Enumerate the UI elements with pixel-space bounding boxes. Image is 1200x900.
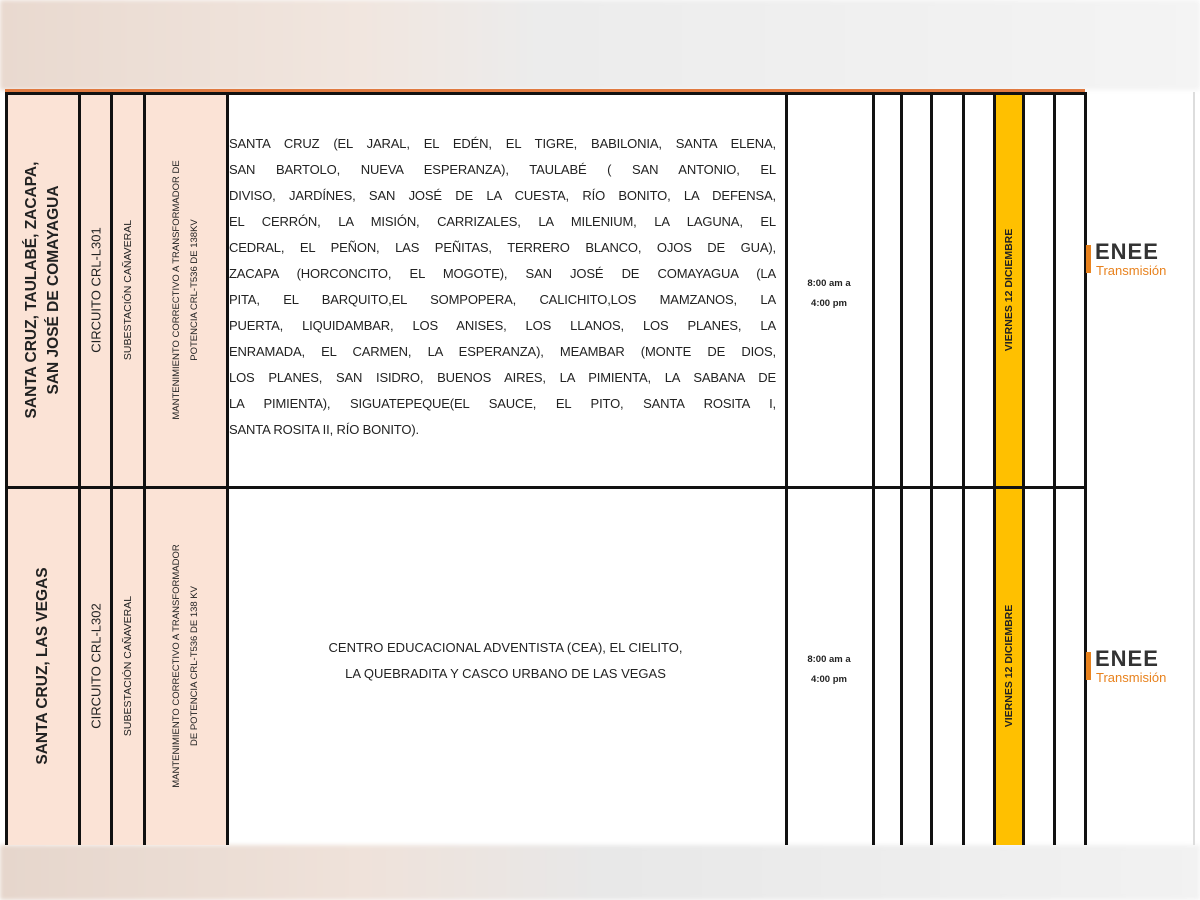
maintenance-description bbox=[168, 544, 204, 788]
table-cell bbox=[930, 92, 962, 487]
text-line: SAN JOSÉ DE COMAYAGUA bbox=[45, 184, 62, 395]
blurred-background-top bbox=[0, 0, 1200, 90]
affected-areas-line: PUERTA, LIQUIDAMBAR, LOS ANISES, LOS LLANOS, LOS PLANES, LA bbox=[229, 318, 776, 333]
logo-name: ENEE bbox=[1095, 239, 1159, 264]
affected-areas-line: PITA, EL BARQUITO,EL SOMPOPERA, CALICHITO,LOS MAMZANOS, LA bbox=[229, 292, 776, 307]
outage-date: VIERNES 12 DICIEMBRE bbox=[1003, 228, 1015, 351]
table-cell bbox=[1022, 487, 1053, 845]
affected-areas-line: LOS PLANES, SAN ISIDRO, BUENOS AIRES, LA PIMIENTA, LA SABANA DE bbox=[229, 370, 776, 385]
circuit-name: CIRCUITO CRL-L302 bbox=[88, 603, 103, 729]
text-line: POTENCIA CRL-T536 DE 138KV bbox=[189, 218, 200, 361]
table-cell bbox=[1053, 487, 1084, 845]
affected-areas-line: CENTRO EDUCACIONAL ADVENTISTA (CEA), EL CIELITO, bbox=[328, 640, 683, 655]
table-cell bbox=[78, 487, 110, 845]
table-cell bbox=[993, 487, 1022, 845]
logo-mark-icon bbox=[1086, 245, 1091, 273]
table-cell bbox=[1022, 92, 1053, 487]
affected-areas-line: SANTA CRUZ (EL JARAL, EL EDÉN, EL TIGRE, BABILONIA, SANTA ELENA, bbox=[229, 136, 776, 151]
row-divider bbox=[5, 92, 1086, 95]
maintenance-description bbox=[168, 160, 204, 419]
table-cell bbox=[900, 487, 930, 845]
table-cell bbox=[5, 92, 78, 487]
affected-areas-line: DIVISO, JARDÍNES, SAN JOSÉ DE LA CUESTA, RÍO BONITO, LA DEFENSA, bbox=[229, 188, 776, 203]
table-cell bbox=[1084, 92, 1195, 487]
row-divider bbox=[5, 486, 1086, 489]
text-line: SANTA CRUZ, TAULABÉ, ZACAPA, bbox=[23, 161, 40, 418]
table-cell bbox=[993, 92, 1022, 487]
logo-subtitle: Transmisión bbox=[1096, 263, 1167, 278]
affected-areas-line: ZACAPA (HORCONCITO, EL MOGOTE), SAN JOSÉ DE COMAYAGUA (LA bbox=[229, 266, 776, 281]
outage-time bbox=[788, 274, 870, 314]
table-cell bbox=[872, 92, 900, 487]
table-cell bbox=[900, 92, 930, 487]
affected-areas-line: CEDRAL, EL PEÑON, LAS PEÑITAS, TERRERO BLANCO, OJOS DE GUA), bbox=[229, 240, 776, 255]
time-line: 8:00 am a bbox=[807, 278, 851, 289]
table-cell bbox=[962, 92, 993, 487]
table-cell bbox=[110, 92, 143, 487]
substation-name: SUBESTACIÓN CAÑAVERAL bbox=[122, 595, 134, 737]
text-line: DE POTENCIA CRL-T536 DE 138 KV bbox=[189, 586, 200, 746]
table-cell bbox=[110, 487, 143, 845]
table-cell bbox=[5, 487, 78, 845]
town-names bbox=[21, 161, 65, 418]
affected-areas-line: ENRAMADA, EL CARMEN, LA ESPERANZA), MEAMBAR (MONTE DE DIOS, bbox=[229, 344, 776, 359]
table-cell bbox=[143, 487, 226, 845]
affected-areas-line: SANTA ROSITA II, RÍO BONITO). bbox=[229, 422, 419, 437]
table-cell bbox=[143, 92, 226, 487]
town-names bbox=[32, 567, 54, 764]
logo-mark-icon bbox=[1086, 652, 1091, 680]
table-cell bbox=[1053, 92, 1084, 487]
table-cell bbox=[930, 487, 962, 845]
affected-areas-line: LA QUEBRADITA Y CASCO URBANO DE LAS VEGAS bbox=[345, 666, 666, 681]
text-line: MANTENIMIENTO CORRECTIVO A TRANSFORMADOR DE bbox=[171, 159, 182, 420]
time-line: 4:00 pm bbox=[811, 298, 847, 309]
blurred-background-bottom bbox=[0, 845, 1200, 900]
text-line: SANTA CRUZ, LAS VEGAS bbox=[34, 567, 51, 765]
table-cell bbox=[872, 487, 900, 845]
table-cell bbox=[78, 92, 110, 487]
affected-areas-line: SAN BARTOLO, NUEVA ESPERANZA), TAULABÉ ( SAN ANTONIO, EL bbox=[229, 162, 776, 177]
table-cell bbox=[962, 487, 993, 845]
logo-name: ENEE bbox=[1095, 646, 1159, 671]
affected-areas-line: EL CERRÓN, LA MISIÓN, CARRIZALES, LA MILENIUM, LA LAGUNA, EL bbox=[229, 214, 776, 229]
logo-subtitle: Transmisión bbox=[1096, 670, 1167, 685]
affected-areas bbox=[229, 131, 776, 443]
outage-time bbox=[788, 650, 870, 690]
circuit-name: CIRCUITO CRL-L301 bbox=[88, 226, 103, 353]
substation-name: SUBESTACIÓN CAÑAVERAL bbox=[122, 219, 134, 360]
time-line: 8:00 am a bbox=[807, 654, 851, 665]
text-line: MANTENIMIENTO CORRECTIVO A TRANSFORMADOR bbox=[171, 544, 182, 788]
outage-date: VIERNES 12 DICIEMBRE bbox=[1003, 604, 1015, 728]
affected-areas-line: LA PIMIENTA), SIGUATEPEQUE(EL SAUCE, EL PITO, SANTA ROSITA I, bbox=[229, 396, 776, 411]
affected-areas bbox=[229, 635, 782, 687]
time-line: 4:00 pm bbox=[811, 674, 847, 685]
